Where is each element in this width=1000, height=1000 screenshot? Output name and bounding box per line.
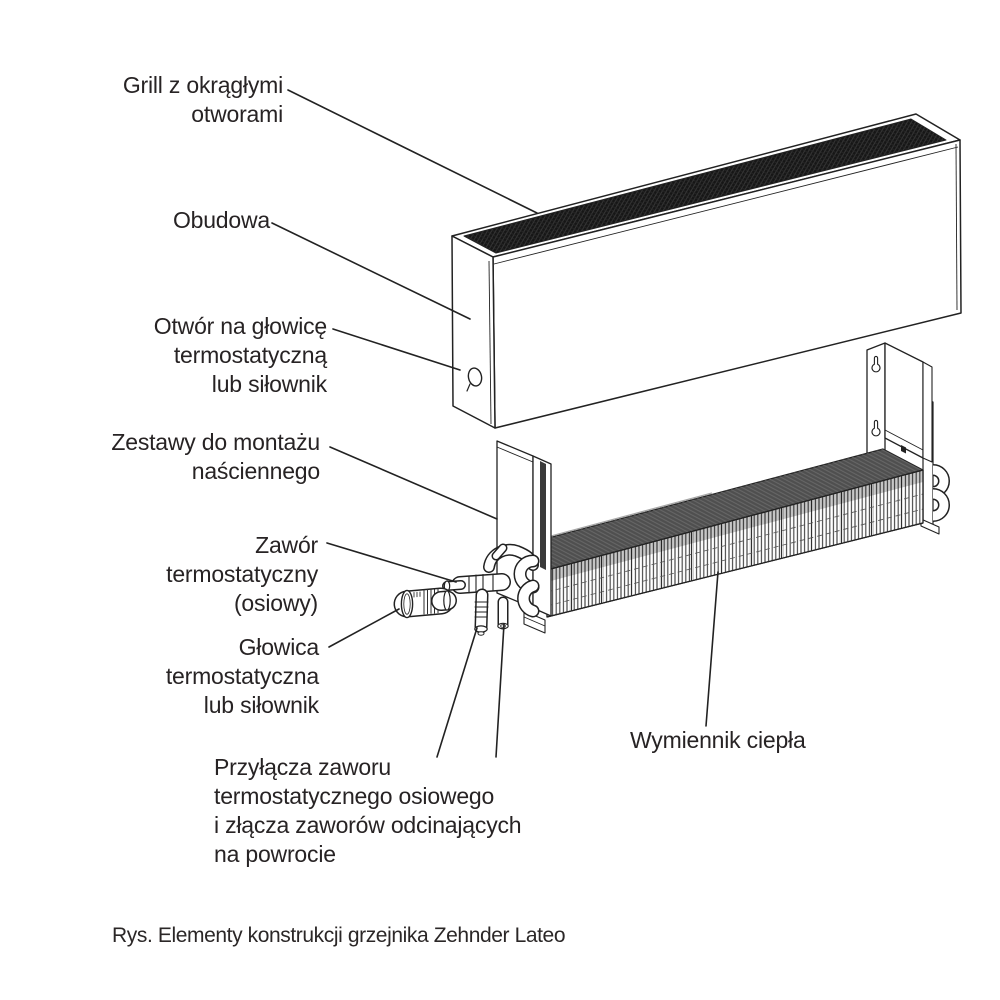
label-line: lub siłownik xyxy=(211,371,327,397)
label-grill xyxy=(123,71,283,129)
label-przylacza xyxy=(214,753,521,869)
leader-otwor xyxy=(333,329,460,370)
label-line: lub siłownik xyxy=(203,692,319,718)
figure-caption: Rys. Elementy konstrukcji grzejnika Zehnder Lateo xyxy=(112,924,566,947)
leader-zestawy xyxy=(330,447,497,519)
casing-end-face xyxy=(452,236,495,428)
label-line: Zawór xyxy=(255,532,318,558)
label-line: na powrocie xyxy=(214,841,336,867)
label-line: naściennego xyxy=(191,458,320,484)
leader-przylacza-1 xyxy=(437,628,477,757)
label-line: termostatycznego osiowego xyxy=(214,783,495,809)
thermostatic-head xyxy=(401,589,450,618)
label-obudowa xyxy=(173,206,270,235)
label-zawor xyxy=(166,531,318,618)
label-line: Głowica xyxy=(238,634,319,660)
label-otwor xyxy=(154,312,327,399)
label-line: termostatyczny xyxy=(166,561,318,587)
leader-przylacza-2 xyxy=(496,624,504,757)
label-wymiennik xyxy=(630,726,806,755)
label-line: Obudowa xyxy=(172,207,270,233)
label-line: termostatyczną xyxy=(173,342,327,368)
label-line: otworami xyxy=(191,101,283,127)
label-line: Grill z okrągłymi xyxy=(122,72,283,98)
label-glowica xyxy=(166,633,319,720)
valve-assembly xyxy=(444,548,533,635)
leader-zawor xyxy=(327,543,456,582)
label-line: i złącza zaworów odcinających xyxy=(214,812,522,838)
label-line: Przyłącza zaworu xyxy=(214,754,392,780)
leader-obudowa xyxy=(272,223,470,319)
label-line: (osiowy) xyxy=(233,590,318,616)
label-line: Wymiennik ciepła xyxy=(630,727,806,753)
label-line: Zestawy do montażu xyxy=(111,429,320,455)
heat-exchanger xyxy=(507,449,923,617)
leader-grill xyxy=(288,90,537,213)
label-zestawy xyxy=(111,428,320,486)
axial-valve-body xyxy=(444,574,502,593)
label-line: termostatyczna xyxy=(165,663,319,689)
pipe-bends-right xyxy=(933,470,944,516)
leader-glowica xyxy=(329,609,399,647)
leader-wymiennik xyxy=(706,572,718,726)
label-line: Otwór na głowicę xyxy=(153,313,327,339)
